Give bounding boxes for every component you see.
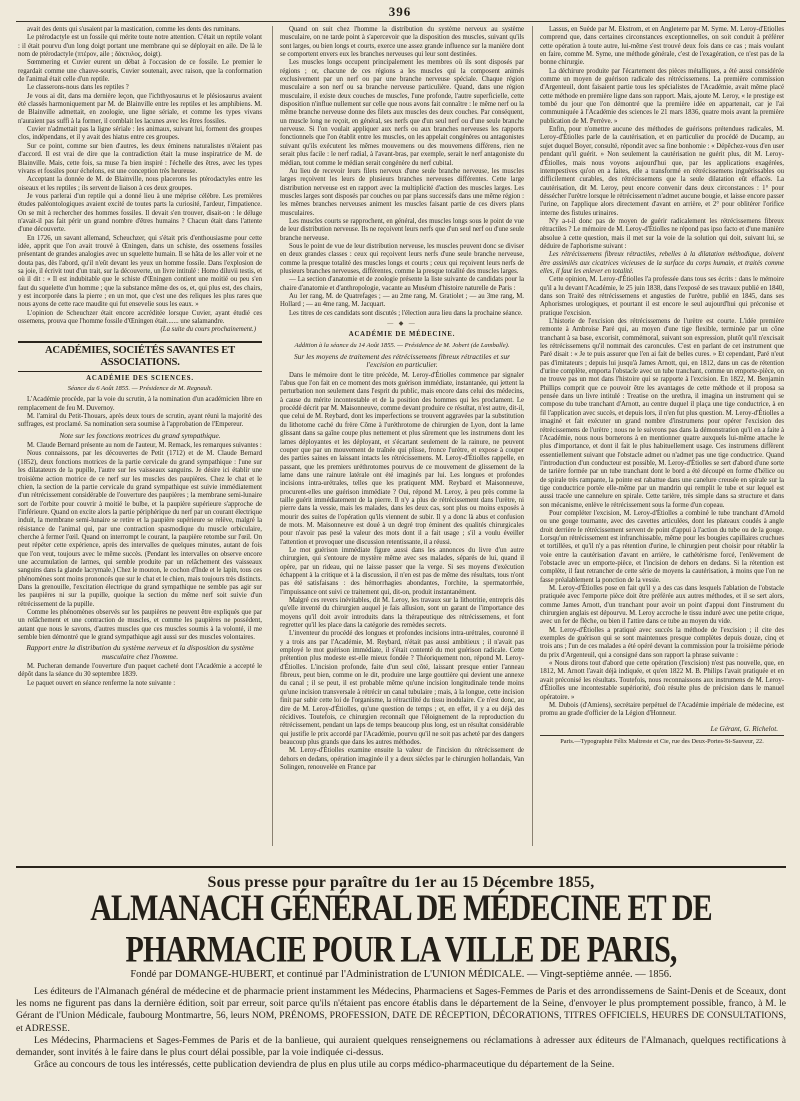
page-number: 396 <box>388 4 412 19</box>
meeting-info: Addition à la séance du 14 Août 1855. — Présidence de M. Jobert (de Lamballe). <box>294 341 510 349</box>
ad-subheading: Sous presse pour paraître du 1er au 15 Décembre 1855, <box>207 874 595 891</box>
paragraph: Les Médecins, Pharmaciens et Sages-Femmes de Paris et de la banlieue, qui auraient quelques renseignemens ou réclamations à adresser aux éditeurs de l'Almanach, quelques rectifications à demander, sont invités à le faire dans le plus court délai possible, par la voie indiquée ci-dessus. <box>16 1034 786 1059</box>
ad-title: ALMANACH GÉNÉRAL DE MÉDECINE ET DE PHARMACIE POUR LA VILLE DE PARIS, <box>90 888 712 971</box>
paragraph: Au 1er rang, M. de Quatrefages ; — au 2me rang, M. Gratiolet ; — au 3me rang, M. Hollard ; — au 4me rang, M. Jacquart. <box>280 293 524 309</box>
ad-founded-line: Fondé par DOMANGE-HUBERT, et continué par l'Administration de L'UNION MÉDICALE. — Vingt-septième année. — 1856. <box>130 969 672 980</box>
paragraph: — La section d'anatomie et de zoologie présente la liste suivante de candidats pour la chaire d'anatomie et d'anthropologie, vacante au Muséum d'histoire naturelle de Paris : <box>280 276 524 292</box>
column-right <box>540 26 784 844</box>
paragraph: Le mot guérison immédiate figure aussi dans les annonces du livre d'un autre chirurgien, qui s'entoure de mystère même avec ses malades, séparés de lui, quand il opère, par un rideau, qui ne laisse passer que la verge. Si ses moyens d'exécution échappent à la critique et à la discussion, il n'en est pas de même des résultats, tous n'ont pas été satisfaisans : des hémorrhagies abondantes, l'orchite, la spermatorrhée, l'impuissance ont suivi ce traitement qui, dit-on, produit instantanément. <box>280 546 524 596</box>
paragraph: Les rétrécissemens fibreux rétractiles, rebelles à la dilatation méthodique, doivent être assimilés aux cicatrices vicieuses de la surface du corps humain, et traités comme elles, il faut les enlever en totalité. <box>540 251 784 275</box>
paragraph: Le classerons-nous dans les reptiles ? <box>27 84 129 92</box>
paragraph: Lassus, en Suède par M. Ekstrom, et en Angleterre par M. Syme. M. Leroy-d'Étiolles comprend que, dans certaines circonstances exceptionnelles, on soit conduit à préférer cette opération à toute autre, lui-même s'est trouvé deux fois dans ce cas ; mais voulant en faire, comme M. Syme, une méthode générale, c'est de l'exagération, ce n'est pas de la bonne chirurgie. <box>540 26 784 67</box>
almanach-advertisement <box>16 866 786 1096</box>
academy-heading: ACADÉMIE DES SCIENCES. <box>86 374 194 382</box>
imprint: Paris.—Typographie Félix Maltreste et Cie, rue des Deux-Portes-St-Sauveur, 22. <box>540 735 784 746</box>
paragraph: Comme les phénomènes observés sur les paupières ne peuvent être expliqués que par un relâchement et une contraction de muscles, et comme les paupières ne possèdent, autant que nous le savons, d'autres muscles que ces muscles soumis à la volonté, il me semble bien démontré que le grand sympathique agit aussi sur des muscles volontaires. <box>18 609 262 642</box>
paragraph: Je vous parlerai d'un reptile qui a donné lieu à une méprise célèbre. Les premières études paléontologiques avaient excité de toutes parts la curiosité, l'ardeur, l'impatience. On se mit à rechercher des hommes fossiles. Il devait s'en trouver, disait-on : le déluge n'avait-il pas fait périr un grand nombre d'êtres humains ? Chacun était dans l'attente d'une découverte. <box>18 192 262 234</box>
paragraph: Sur ce point, comme sur bien d'autres, les deux éminens naturalistes n'étaient pas d'accord. Il est vrai de dire que la contradiction était la muse inspiratrice de M. de Blainville. Mais, cette fois, sa muse l'a bien inspiré : l'échelle des êtres, avec les types vivans et fossiles pour échelons, est une conception très heureuse. <box>18 142 262 175</box>
paragraph: Les titres de ces candidats sont discutés ; l'élection aura lieu dans la prochaine séance. <box>289 309 523 317</box>
paragraph: Sœmmering et Cuvier eurent un débat à l'occasion de ce fossile. Le premier le regardait comme une chauve-souris, Cuvier soutenait, avec raison, que la conformation de l'animal était celle d'un reptile. <box>18 59 262 84</box>
paragraph: La déchirure produite par l'écartement des pièces métalliques, a été aussi considérée comme un moyen de guérison radicale des rétrécissemens. La première commission d'Argenteuil, dont faisaient partie tous les spécialistes de l'Académie, avait même placé cette méthode en première ligne dans son rapport. Mais, ajoute M. Leroy, « le prestige est tombé du jour que l'on démontré que la première idée en appartenait, car je l'ai communiquée à l'Académie des sciences le 21 mars 1836, quatre mois avant la première publication de M. Perrève. » <box>540 67 784 125</box>
paragraph: M. Leroy-d'Étiolles pose en fait qu'il y a des cas dans lesquels l'ablation de l'obstacle pratiquée avec l'emporte pièce doit être préférée aux autres méthodes, et il se sert alors, comme James Arnott, d'un tranchant pour avoir un point d'appui dont l'instrument du chirurgien anglais est dépourvu. M. Leroy accroche le tissu induré avec une petite crique, avec un fer de flèche, ou bien il l'attire dans ce tube au moyen du vide. <box>540 585 784 626</box>
paragraph: L'opinion de Scheuchzer était encore accréditée lorsque Cuvier, ayant étudié ces ossemens, prouva que l'homme fossile d'Œningen était....... une salamandre. <box>18 309 262 326</box>
paragraph: Acceptant la donnée de M. de Blainville, nous placerons les ptérodactyles entre les oiseaux et les reptiles ; ils servent de liaison à ces deux groupes. <box>18 176 262 192</box>
ad-body <box>16 986 786 1071</box>
academy-heading: ACADÉMIE DE MÉDECINE. <box>348 331 456 339</box>
column-middle <box>280 26 524 844</box>
paragraph: Je vous ai dit, dans ma dernière leçon, que l'ichthyosaurus et le plésiosaurus avaient été classés harmoniquement par M. de Blainville entre les reptiles et les amphibiens. M. de Blainville admettait, en zoologie, une ligne sériale, et comme les types vivans n'auraient pas suffi à la former, il comblait les lacunes avec les êtres fossiles. <box>18 92 262 125</box>
paragraph: Au lieu de recevoir leurs filets nerveux d'une seule branche nerveuse, les muscles larges reçoivent les leurs de plusieurs branches nerveuses différentes. Cette large distribution nerveuse est en rapport avec la multiplicité d'action des muscles larges. Les muscles larges sont disposés par couches ou par plans successifs dans une même région : les mêmes branches nerveuses animent les muscles faisant partie de ces divers plans musculaires. <box>280 167 524 217</box>
column-divider <box>272 26 273 846</box>
signature: Le Gérant, G. Richelot. <box>710 724 778 733</box>
paragraph: L'historie de l'excision des rétrécissemens de l'urètre est courte. L'idée première remonte à Ambroise Paré qui, au moyen d'une tige flexible, terminée par un cône tranchant à sa base, excorisit, commémoral, suivant son expression, plutôt qu'il n'excisait les rétrécissemens qu'il nommait des caroncules. C'est en parlant de cet instrument que Paré disait : « Je te puis assurer que l'en ai fait de belles cures. » Et cependant, Paré n'eut pas d'imitateurs ; depuis lui jusqu'à James Arnott, qui, en 1812, dans un cas de rétention d'urine complète, emporta l'obstacle avec un tube tranchant, comme un emporte-pièce, on ne trouve pas un mot dans l'histoire qui se rapporte à l'excision. En 1822, M. Benjamin Phillips comprit que ce pouvoir être les avantages de cette méthode et il proposa sa pensée dans un livre intitulé : Treatise on the urethra, il imagina un instrument qui se compose du tube tranchant d'Arnott, au centre duquel il plaça une tige conductrice, à en fil l'application avec succès, et depuis lors, il n'en fut plus question. M. Leroy-d'Étiolles a imaginé et fait exécuter un grand nombre d'instrumens pour opérer l'excision des rétrécissemens de l'urètre ; nous ne le suivrons pas dans la démonstration qu'il en a faite à l'Académie, nous nous bornerons à en mentionner quatre auxquels lui-même attache le plus d'importance, et dont il fait le plus habituellement usage. Ces instrumens diffèrent essentiellement suivant que l'obstacle admet ou n'admet pas une tige conductrice. Quand l'introduction d'un conducteur est possible, M. Leroy-d'Étiolles se sert d'abord d'une sorte de tarière formée par un tube tranchant dont le bord a été découpé en forme d'hélice ou de spirale très rampante, la pointe est rabattue dans une canelure creusée en spirale sur la tige conductrice portée elle-même par un mandrin qui remplit le tube et sur lequel est aussi tracée une cannelure en spirale. Cette tarière, très simple dans sa structure et dans son mécanisme, enlève le rétrécissement sous la forme d'un copeau. <box>540 318 784 509</box>
topic-heading: Rapport entre la distribution du système nerveux et la disposition du système musculaire chez l'homme. <box>26 643 254 661</box>
paragraph: Cette opinion, M. Leroy-d'Étiolles l'a professée dans tous ses écrits : dans le mémoire qu'il a lu devant l'Académie, le 25 juin 1838, dans l'exposé de ses travaux publié en 1840, dans son Traité des rétrécissemens et angusties de l'urètre, publié en 1845, dans ses Aphorismes urologiques, et pourtant il est encore le seul aujourd'hui qui préconise et pratique l'excision. <box>540 276 784 317</box>
topic-heading: Note sur les fonctions motrices du grand sympathique. <box>59 430 221 440</box>
paragraph: Grâce au concours de tous les intéressés, cette publication deviendra de plus en plus utile au corps médico-pharmaceutique du département de la Seine. <box>34 1059 615 1071</box>
paragraph: Le ptérodactyle est un fossile qui mérite toute notre attention. C'était un reptile volant : il était pourvu d'un long doigt portant une membrane qui se déployait en aile. De là le nom de ptérodactyle (πτέρον, aile ; δάκτυλος, doigt). <box>18 34 262 59</box>
paragraph: M. Leroy-d'Étiolles examine ensuite la valeur de l'incision du rétrécissement de dehors en dedans, opération imaginée il y a deux siècles par le chirurgien hollandais, Van Solingen, renouvelée en France par <box>280 747 524 771</box>
paragraph: En 1726, un savant allemand, Scheuchzer, qui s'était pris d'enthousiasme pour cette idée, apprit que l'on avait trouvé à Œningen, dans un schiste, des ossemens fossiles présentant de grandes analogies avec un squelette humain. Il se hâta de les aller voir et ne douta pas, dès l'abord, qu'il n'eût devant les yeux un homme fossile. Dans l'explosion de sa joie, il écrivit tout d'un trait, sur la découverte, un livre intitulé : Homo diluvii testis, et où il dit : « Il est indubitable que le schiste d'Œningen contient une moitié ou peu s'en faut du squelette d'un homme ; que la substance même des os, et, qui plus est, des chairs, y est incorporée dans la pierre ; en un mot, que c'est une des reliques les plus rares que nous ayons de cette race maudite qui fut ensevelie sous les eaux. » <box>18 234 262 309</box>
paragraph: Pour compléter l'excision, M. Leroy-d'Étiolles a combiné le tube tranchant d'Arnold ou une gouge tournante, avec des cavettes articulées, dont les plateaux coudés à angle droit derrière le rétrécissement servent de point d'appui à l'action du tube ou de la gouge. Lorsqu'un rétrécissement est infranchissable, même pour les bougies capillaires cruchues et tortillées, et qu'il n'y a pas rétention d'urine, le chirurgien peut choisir pour rétablir la voie entre la cautérisation d'avant en arrière, le cathétérisme forcé, l'enlèvement de l'obstacle avec un emporte-pièce, et l'incision de dehors en dedans. Si la rétention est complète, il faut retrancher de cette série de moyens la cautérisation, à moins que l'on ne fasse préalablement la ponction de la vessie. <box>540 509 784 584</box>
meeting-info: Séance du 6 Août 1855. — Présidence de M. Regnault. <box>67 385 213 393</box>
paragraph: Malgré ces revers inévitables, dit M. Leroy, les travaux sur la lithotritie, entrepris dès qu'elle inventé du chirurgien auquel je fais allusion, sont un garant de l'importance des moyens qu'il doit avoir introduits dans la thérapeutique des rétrécissemens, et font regretter qu'il les place dans la catégorie des remèdes secrets. <box>280 597 524 630</box>
column-left <box>18 26 262 844</box>
paragraph: Les muscles courts se rapprochent, en général, des muscles longs sous le point de vue de leur distribution nerveuse. Ils ne reçoivent leurs nerfs que d'un seul nerf ou d'une seule branche nerveuse. <box>280 217 524 242</box>
paragraph: Sous le point de vue de leur distribution nerveuse, les muscles peuvent donc se diviser en deux grandes classes : ceux qui reçoivent leurs nerfs d'une seule branche nerveuse, comme la presque totalité des muscles longs et courts ; ceux qui reçoivent leurs nerfs de plusieurs branches nerveuses, différentes, comme la presque totalité des muscles larges. <box>280 242 524 275</box>
paragraph: Les muscles longs occupent principalement les membres où ils sont disposés par régions ; or, chacune de ces régions a les muscles qui la composent animés exclusivement par un nerf ou par une branche nerveuse spéciale. Chaque région musculaire a son nerf ou sa branche nerveuse particulière. Quand, dans une région musculaire, il existe deux couches de muscles, l'une profonde, l'autre superficielle, cette disposition n'influe nullement sur celle que nous avons fait connaître : le même nerf ou la même branche nerveuse donne des filets aux muscles des deux couches. Par conséquent, un muscle long ne reçoit, en général, ses nerfs que d'un seul nerf ou d'une seule branche nerveuse. Si l'on voulait appliquer aux nerfs ou aux branches nerveuses les rapports fonctionnels que l'on établit entre les muscles, on les appelait congénères ou antagonistes suivant qu'ils exécutent les mêmes mouvemens ou des mouvemens différens, rien ne serait plus facile : le nerf radial, à l'avant-bras, par exemple, serait le nerf antagoniste du médian, tout comme le médian serait congénère du nerf cubital. <box>280 59 524 167</box>
paragraph: Nous connaissons, par les découvertes de Petit (1712) et de M. Claude Bernard (1852), deux fonctions motrices de la partie cervicale du grand sympathique : l'une sur les dilatateurs de la pupille, l'autre sur les vaisseaux sanguins. Je désire ici établir une troisième action motrice de ce nerf sur les muscles des paupières. Chez le chat et le chien, la section de la partie cervicale du grand sympathique est suivie immédiatement d'un rétrécissement considérable de l'ouverture des paupières ; la membrane semi-lunaire sort de l'orbite pour couvrir à moitié le bulbe, et la paupière supérieure s'approche de l'inférieure. Quand on excite alors la partie périphérique du nerf par un courant électrique induit, la membrane semi-lunaire se retire et la paupière supérieure se relève, malgré la résistance de l'animal qui, par une contraction spasmodique du muscle orbiculaire, cherche à fermer l'œil. Quand on interrompt le courant, la paupière retombe sur l'œil. On peut répéter cette expérience, après des intervalles de quelques minutes, autant de fois que l'on veut, toujours avec le même succès. (Pendant les intervalles on observe encore une accumulation de larmes, qui semble produite par un relâchement des vaisseaux sanguins dans la glande lacrymale.) Chez le mouton, le cochon d'Inde et le lapin, tous ces phénomènes sont moins prononcés que sur le chat et le chien, mais toujours très distincts. Dans la grenouille, l'excitation électrique du grand sympathique ne semble pas agir sur les paupières ni sur la pupille, quoique la section du même nerf soit suivie d'un rétrécissement de la pupille. <box>18 450 262 608</box>
paragraph: N'y a-t-il donc pas de moyen de guérir radicalement les rétrécissemens fibreux rétractiles ? Le mémoire de M. Leroy-d'Étiolles ne répond pas ipso facto et d'une manière absolue à cette question, mais il met sur la voie de la solution qui doit, suivant lui, se déduire de l'aphorisme suivant : <box>540 217 784 250</box>
paragraph: avait des dents qui s'usaient par la mastication, comme les dents des ruminans. <box>27 26 241 33</box>
top-rule <box>16 21 786 22</box>
paragraph: L'inventeur du procédé des longues et profondes incisions intra-urétrales, couronné il y a trois ans par l'Académie, M. Reybard, n'était pas aussi ambitieux ; il n'avait pas employé le mot guérison immédiate, il s'était contenté du mot guérison radicale. Cette prétention plus modeste est-elle mieux fondée ? Théoriquement non, répond M. Leroy-d'Étiolles. L'incision profonde, faite d'un seul côté, laissant presque entier l'anneau fibreux, peut bien, comme on le dit, produire une large gouttière qui devient une annexe du canal ; il se peut, il est probable même qu'une incision longitudinale tende moins qu'une incision transversale à rétrécir un canal tubulaire ; mais, à la longue, cette incision finit par subir cette loi de l'organisme, la rétractilité du tissu inodulaire. Ce n'est donc, au dire de M. Leroy-d'Étiolles, qu'une question de temps ; et, en effet, il y a eu déjà des récidives. Toutefois, ce chirurgien reconnaît que l'éloignement de la reproduction du rétrécissement, pendant un laps de temps beaucoup plus long, est un résultat considérable qui justifie le prix accordé par l'Académie, pourvu qu'il ne soit pas acheté par des dangers beaucoup plus grands que dans les autres méthodes. <box>280 630 524 746</box>
paragraph: L'Académie procède, par la voie du scrutin, à la nomination d'un académicien libre en remplacement de feu M. Duvernoy. <box>18 396 262 412</box>
paragraph: Dans le mémoire dont le titre précède, M. Leroy-d'Étiolles commence par signaler l'abus que l'on fait en ce moment des mots guérison immédiate, instantanée, qui jettent la perturbation non seulement dans l'esprit du public, mais encore dans celui des médecins, à cause du mérite incontestable et de la position des hommes qui les proclament. Le procédé décrit par M. Maisonneuve, comme devant produire ce résultat, n'est autre, dit-il, que celui de M. Reybard, dont les imperfections se trouvent aggravées par la substitution du lithotome caché du frère Côme à l'uréthrotome de chirurgien de Lyon, dont la lame glissant dans sa gaîne coupe plus nettement et plus sûrement que les instrumens dont les lames déployantes et les déployant, et s'écartant seulement de la rainure, ne peuvent couper que par un mouvement de traînée qui plisse, fronce l'urètre, et expose à couper des parties saines en laissant intacts les rétrécissemens. M. Leroy-d'Étiolles rappelle, en passant, que les premiers uréthrotomes pourvus de ce mouvement de glissement de la lame dans une rainure latérale ont été imaginés par lui. Les longues et profondes incisions intra-urétrales, telles que les pratiquent MM. Reybard et Maisonneuve, procurent-elles une guérison immédiate ? Oui, répond M. Leroy, à peu près comme la taille guérit immédiatement de la pierre. Il n'y a plus de rétrécissement dans l'urètre, ni pierre dans la vessie, mais les malades, dans les deux cas, sont plus ou moins exposés à mourir des suites de l'opération qu'ils viennent de subir. Il y a donc là abus et confusion de mots. M. Maisonneuve est doué à un degré trop éminent des qualités chirurgicales pour n'avoir pas pesé la valeur des mots dont il a fait usage ; s'il a voulu éveiller l'attention et provoquer une discussion retentissante, il a réussi. <box>280 371 524 546</box>
paragraph: « Nous dirons tout d'abord que cette opération (l'excision) n'est pas nouvelle, que, en 1812, M. Arnott l'avait déjà indiquée, et qu'en 1822 M. B. Philips l'avait pratiquée et en avait préconisé les résultats. Toutefois, nous reconnaissons aux instrumens de M. Leroy-d'Étiolles une incontestable supériorité, d'où résulte plus de précision dans le manuel opératoire. » <box>540 660 784 701</box>
topic-heading: Sur les moyens de traitement des rétrécissemens fibreux rétractiles et sur l'excision en particulier. <box>293 352 511 370</box>
paragraph: M. Leroy-d'Étiolles a pratiqué avec succès la méthode de l'excision ; il cite des exemples de guérison qui se sont maintenues presque complètes depuis douze, cinq et trois ans ; l'un de ces malades a été opéré devant la commission pour la troisième période du prix d'Argenteuil, qui a consigné dans son rapport la phrase suivante : <box>540 626 784 659</box>
paragraph: Les éditeurs de l'Almanach général de médecine et de pharmacie prient instamment les Médecins, Pharmaciens et Sages-Femmes de Paris et des arrondissemens de Saint-Denis et de Sceaux, dont les noms ne figurent pas dans la dernière édition, soit par erreur, soit parce qu'ils n'étaient pas encore établis dans le département de la Seine, d'envoyer le plus promptement possible, franco, à M. le Gérant de l'Union Médicale, faubourg Montmartre, 56, leurs NOM, PRÉNOMS, PROFESSION, DATE DE RÉCEPTION, DÉCORATIONS, TITRES OFFICIELS, HEURES DE CONSULTATIONS, et ADRESSE. <box>16 986 786 1034</box>
paragraph: M. Pucheran demande l'ouverture d'un paquet cacheté dont l'Académie a accepté le dépôt dans la séance du 30 septembre 1839. <box>18 663 262 679</box>
paragraph: Le paquet ouvert en séance renferme la note suivante : <box>27 679 176 687</box>
paragraph: M. Claude Bernard présente au nom de l'auteur, M. Remack, les remarques suivantes : <box>27 442 262 450</box>
paragraph: Quand on suit chez l'homme la distribution du système nerveux au système musculaire, on ne tarde point à s'apercevoir que la disposition des muscles, suivant qu'ils sont larges, ou bien longs et courts, exerce une assez grande influence sur la manière dont se comportent envers eux les branches nerveuses qui leur sont destinées. <box>280 26 524 59</box>
paragraph: M. Dubois (d'Amiens), secrétaire perpétuel de l'Académie impériale de médecine, est promu au grade d'officier de la Légion d'Honneur. <box>540 701 784 718</box>
section-title: ACADÉMIES, SOCIÉTÉS SAVANTES ET ASSOCIATIONS. <box>18 341 262 372</box>
separator: — ◆ — <box>387 321 417 328</box>
divider <box>16 866 786 868</box>
paragraph: M. l'amiral du Petit-Thouars, après deux tours de scrutin, ayant réuni la majorité des suffrages, est proclamé. Sa nomination sera soumise à l'approbation de l'Empereur. <box>18 413 262 429</box>
paragraph: Enfin, pour n'omettre aucune des méthodes de guérisons prétendues radicales, M. Leroy-d'Étiolles parle de la cautérisation, et en particulier du procédé de Ducamp, au sujet duquel Boyer, consulté, répondit avec sa fine bonhomie : « Dépêchez-vous d'en user pendant qu'il guérit. » Non seulement la cautérisation ne guérit plus, dit M. Leroy-d'Étiolles, mais nous voyons aujourd'hui que, par les applications exagérées, intempestives qu'on en a faites, elle a transformé en rétrécissemens inguérissables ou difficilement curables, des rétrécissemens que la seule dilatation eût effacés. La cautérisation, dit M. Leroy, peut encore convenir dans deux circonstances : 1° pour déssécher l'urètre lorsque le rétrécissement n'admet aucune bougie, et laisse encore passer l'urine, on l'applique alors directement d'avant en arrière, et 2° pour oblitérer l'orifice interne des fistules urinaires. <box>540 126 784 217</box>
column-divider <box>532 26 533 846</box>
paragraph: Cuvier n'admettait pas la ligne sériale : les animaux, suivant lui, forment des groupes clos, indépendans, et il y avait des hiatus entre ces groupes. <box>18 126 262 142</box>
continued-note: (La suite du cours prochainement.) <box>160 326 256 334</box>
